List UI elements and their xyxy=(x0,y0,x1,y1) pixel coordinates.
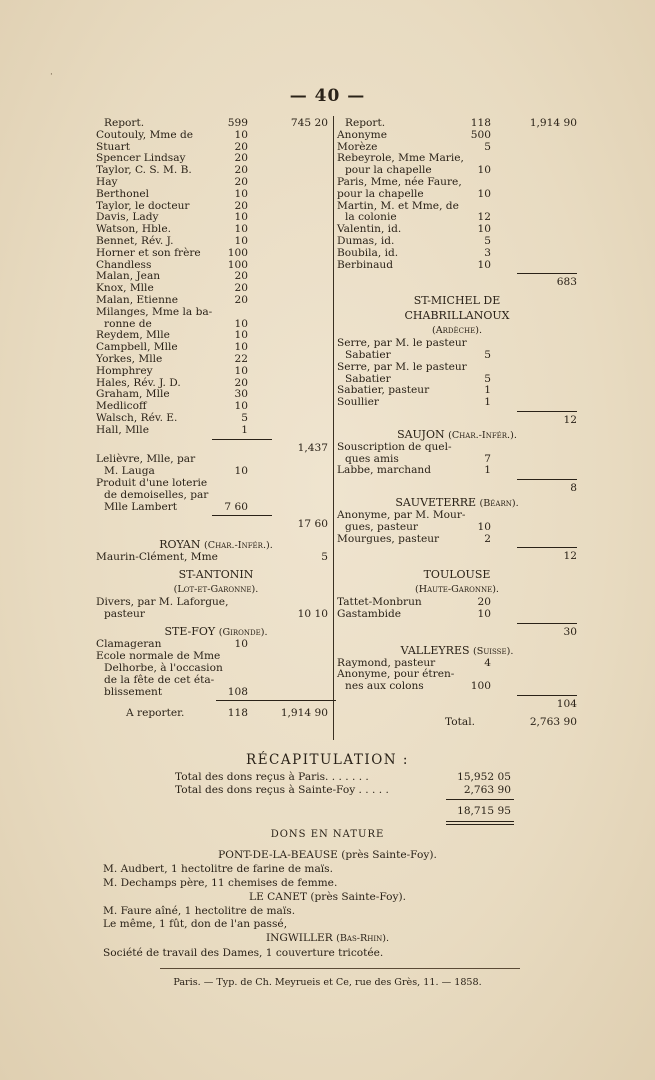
entry-row xyxy=(96,675,336,687)
entry-amount: 20 xyxy=(234,140,248,153)
entry-amount: 118 xyxy=(470,117,491,129)
printer-footer: Paris. — Typ. de Ch. Meyrueis et Ce, rue des Grès, 11. — 1858. xyxy=(173,977,482,988)
entry-name: Morèze xyxy=(337,140,378,153)
place-name: ROYAN xyxy=(159,538,201,552)
place-region-line xyxy=(96,582,336,597)
entry-name: ronne de xyxy=(104,317,152,330)
entry-name: Homphrey xyxy=(96,364,153,377)
entry-row xyxy=(337,236,577,248)
entry-amount: 10 xyxy=(234,234,248,247)
place-region: (Bas-Rhin). xyxy=(336,933,390,944)
entry-row xyxy=(96,295,336,307)
entry-row xyxy=(337,130,577,142)
entry-row xyxy=(337,248,577,260)
total-value: 2,763 90 xyxy=(529,715,577,728)
entry-name: Ecole normale de Mme xyxy=(96,650,221,663)
place-region-line xyxy=(337,323,577,338)
entry-amount: 1 xyxy=(484,396,491,409)
entry-amount: 2 xyxy=(484,532,491,545)
entry-name: Dumas, id. xyxy=(337,234,395,247)
recap-grand-total: 18,715 95 xyxy=(457,805,511,817)
entry-name: Mlle Lambert xyxy=(104,500,178,513)
entry-name: la colonie xyxy=(345,211,397,224)
subtotal-row xyxy=(337,483,577,495)
entry-amount: 10 xyxy=(234,128,248,141)
place-name: TOULOUSE xyxy=(423,568,491,582)
entry-row xyxy=(337,522,577,534)
section-heading xyxy=(337,293,577,308)
dons-line: M. Audbert, 1 hectolitre de farine de maïs. xyxy=(103,863,333,875)
subtotal-row xyxy=(337,277,577,289)
entry-name: Lelièvre, Mlle, par xyxy=(96,453,196,466)
recap-row-total xyxy=(0,805,655,818)
entry-name: Taylor, le docteur xyxy=(96,199,190,212)
entry-name: Milanges, Mme la ba- xyxy=(96,305,213,318)
entry-amount: 10 xyxy=(234,223,248,236)
entry-row xyxy=(96,165,336,177)
place-region: (Ardèche). xyxy=(431,325,483,337)
entry-row xyxy=(96,609,336,621)
place-region: (Char.-Infér.). xyxy=(203,540,273,552)
entry-row xyxy=(96,248,336,260)
entry-name: Berbinaud xyxy=(337,258,394,271)
section-heading xyxy=(337,427,577,442)
entry-name: Sabatier xyxy=(345,348,391,361)
entry-amount: 5 xyxy=(241,411,248,424)
recap-value: 15,952 05 xyxy=(457,771,511,783)
place-name: STE-FOY xyxy=(164,625,216,639)
entry-name: Labbe, marchand xyxy=(337,464,432,477)
entry-amount: 1 xyxy=(241,423,248,436)
entry-row xyxy=(96,552,336,564)
entry-total: 745 20 xyxy=(290,117,328,129)
entry-amount: 30 xyxy=(234,388,248,401)
entry-row xyxy=(337,609,577,621)
a-reporter-amount: 118 xyxy=(227,707,248,720)
entry-name: Soullier xyxy=(337,396,379,409)
entry-name: Serre, par M. le pasteur xyxy=(337,337,467,350)
entry-name: blissement xyxy=(104,685,163,698)
entry-name: Coutouly, Mme de xyxy=(96,128,194,141)
entry-name: Anonyme xyxy=(337,128,387,141)
entry-row xyxy=(96,490,336,502)
entry-name: Watson, Hble. xyxy=(96,223,171,236)
place-name: SAUJON xyxy=(397,427,445,441)
entry-row xyxy=(337,362,577,374)
place-region: (Suisse). xyxy=(473,645,514,657)
sum-rule xyxy=(96,698,336,704)
entry-amount: 7 xyxy=(484,452,491,465)
entry-name: Medlicoff xyxy=(96,400,147,413)
place-region: (Char.-Infér.). xyxy=(448,429,517,441)
entry-row xyxy=(337,681,577,693)
entry-row xyxy=(96,413,336,425)
entry-amount: 10 xyxy=(234,317,248,330)
entry-name: Valentin, id. xyxy=(337,223,402,236)
place-region: (Béarn). xyxy=(479,497,519,509)
entry-amount: 4 xyxy=(484,656,491,669)
entry-amount: 20 xyxy=(477,596,491,609)
entry-amount: 1 xyxy=(484,464,491,477)
place-name: CHABRILLANOUX xyxy=(404,309,510,323)
place-region: (Haute-Garonne). xyxy=(415,584,499,596)
place-heading: LE CANET (près Sainte-Foy). xyxy=(249,891,406,903)
entry-row xyxy=(96,236,336,248)
entry-name: Raymond, pasteur xyxy=(337,656,436,669)
entry-amount: 20 xyxy=(234,282,248,295)
entry-name: Campbell, Mlle xyxy=(96,341,178,354)
entry-amount: 100 xyxy=(227,258,248,271)
recap-row-paris xyxy=(0,771,655,784)
entry-name: Malan, Etienne xyxy=(96,293,178,306)
dons-line: Société de travail des Dames, 1 couverture tricotée. xyxy=(103,947,384,959)
subtotal-row xyxy=(337,699,577,711)
place-name: INGWILLER xyxy=(265,932,333,944)
entry-name: Hall, Mlle xyxy=(96,423,149,436)
entry-row xyxy=(96,177,336,189)
entry-row xyxy=(337,397,577,409)
entry-name: Anonyme, pour étren- xyxy=(337,668,455,681)
subtotal-row xyxy=(337,415,577,427)
entry-name: Paris, Mme, née Faure, xyxy=(337,175,462,188)
entry-amount: 1 xyxy=(484,384,491,397)
entry-amount: 20 xyxy=(234,164,248,177)
entry-amount: 10 xyxy=(477,164,491,177)
subtotal-row xyxy=(337,627,577,639)
entry-row xyxy=(96,502,336,514)
entry-amount: 22 xyxy=(234,352,248,365)
entry-amount: 10 xyxy=(234,211,248,224)
subtotal: 30 xyxy=(563,625,577,638)
entry-amount: 10 xyxy=(234,465,248,478)
subtotal: 104 xyxy=(556,697,577,710)
page-number: — 40 — xyxy=(289,86,366,106)
entry-total: 1,914 90 xyxy=(529,117,577,129)
entry-name: de demoiselles, par xyxy=(104,488,209,501)
dons-line: M. Dechamps père, 11 chemises de femme. xyxy=(103,877,338,889)
entry-name: Bennet, Rév. J. xyxy=(96,234,174,247)
a-reporter-row xyxy=(96,708,336,720)
entry-name: Taylor, C. S. M. B. xyxy=(96,164,192,177)
entry-amount: 10 xyxy=(234,400,248,413)
entry-amount: 20 xyxy=(234,293,248,306)
recap-title: RÉCAPITULATION : xyxy=(246,752,409,768)
entry-amount: 10 xyxy=(477,258,491,271)
entry-name: Divers, par M. Laforgue, xyxy=(96,595,229,608)
entry-name: Report. xyxy=(104,117,145,129)
entry-name: Sabatier, pasteur xyxy=(337,384,430,397)
recap-value: 2,763 90 xyxy=(463,784,511,796)
entry-name: Serre, par M. le pasteur xyxy=(337,360,467,373)
entry-amount: 10 xyxy=(234,187,248,200)
section-heading xyxy=(337,495,577,510)
entry-name: Rebeyrole, Mme Marie, xyxy=(337,152,464,165)
entry-amount: 5 xyxy=(484,234,491,247)
section-heading xyxy=(337,308,577,323)
footer-rule xyxy=(160,968,520,969)
entry-row xyxy=(337,534,577,546)
subtotal: 8 xyxy=(570,482,577,495)
entry-amount: 10 xyxy=(477,223,491,236)
entry-name: Chandless xyxy=(96,258,152,271)
entry-name: ques amis xyxy=(345,452,399,465)
entry-row xyxy=(96,687,336,699)
grand-total-row xyxy=(337,717,577,729)
entry-row xyxy=(96,189,336,201)
entry-name: Yorkes, Mlle xyxy=(96,352,163,365)
total-label: Total. xyxy=(445,715,475,728)
entry-amount: 7 60 xyxy=(224,500,248,513)
dons-title: DONS EN NATURE xyxy=(270,829,385,840)
entry-name: pour la chapelle xyxy=(337,187,424,200)
entry-name: Spencer Lindsay xyxy=(96,152,186,165)
entry-total: 10 10 xyxy=(297,607,328,620)
recap-rule xyxy=(446,824,514,825)
dons-line: Le même, 1 fût, don de l'an passé, xyxy=(103,918,288,930)
entry-name: Souscription de quel- xyxy=(337,440,452,453)
entry-amount: 20 xyxy=(234,270,248,283)
dons-line: M. Faure aîné, 1 hectolitre de maïs. xyxy=(103,905,296,917)
recap-label: Total des dons reçus à Paris. . . . . . . xyxy=(175,771,369,783)
entry-name: pasteur xyxy=(104,607,145,620)
subtotal: 17 60 xyxy=(297,518,328,531)
entry-amount: 10 xyxy=(234,329,248,342)
section-heading xyxy=(337,567,577,582)
entry-name: Maurin-Clément, Mme xyxy=(96,551,218,564)
subtotal: 12 xyxy=(563,550,577,563)
entry-name: Tattet-Monbrun xyxy=(337,596,422,609)
entry-amount: 20 xyxy=(234,175,248,188)
entry-name: Boubila, id. xyxy=(337,246,399,259)
entry-amount: 10 xyxy=(477,187,491,200)
place-region: (Lot-et-Garonne). xyxy=(173,583,259,595)
entry-amount: 10 xyxy=(477,520,491,533)
entry-amount: 5 xyxy=(484,140,491,153)
section-heading xyxy=(96,624,336,639)
entry-amount: 5 xyxy=(484,348,491,361)
entry-row xyxy=(96,130,336,142)
entry-row xyxy=(337,465,577,477)
entry-row xyxy=(96,354,336,366)
entry-amount: 10 xyxy=(477,607,491,620)
entry-row xyxy=(337,510,577,522)
recap-label: Total des dons reçus à Sainte-Foy . . . . . xyxy=(175,784,389,796)
entry-name: Horner et son frère xyxy=(96,246,201,259)
entry-row xyxy=(96,425,336,437)
entry-amount: 10 xyxy=(234,364,248,377)
entry-name: Walsch, Rév. E. xyxy=(96,411,178,424)
entry-name: Davis, Lady xyxy=(96,211,159,224)
entry-name: M. Lauga xyxy=(104,465,155,478)
entry-amount: 500 xyxy=(470,128,491,141)
entry-name: Delhorbe, à l'occasion xyxy=(104,662,223,675)
place-heading: PONT-DE-LA-BEAUSE (près Sainte-Foy). xyxy=(218,849,437,861)
entry-name: Clamageran xyxy=(96,638,162,651)
right-column xyxy=(337,118,577,728)
entry-name: Martin, M. et Mme, de xyxy=(337,199,459,212)
entry-name: Graham, Mlle xyxy=(96,388,170,401)
entry-amount: 108 xyxy=(227,685,248,698)
entry-amount: 20 xyxy=(234,376,248,389)
left-column xyxy=(96,118,336,720)
subtotal: 12 xyxy=(563,413,577,426)
entry-name: Reydem, Mlle xyxy=(96,329,170,342)
place-name: ST-ANTONIN xyxy=(178,567,254,581)
entry-amount: 100 xyxy=(470,680,491,693)
entry-amount: 10 xyxy=(234,638,248,651)
entry-name: Report. xyxy=(345,117,386,129)
entry-row xyxy=(96,307,336,319)
entry-row xyxy=(96,597,336,609)
entry-amount: 12 xyxy=(477,211,491,224)
place-name: ST-MICHEL DE xyxy=(413,294,501,308)
entry-name: Sabatier xyxy=(345,372,391,385)
section-heading xyxy=(96,567,336,582)
entry-name: Berthonel xyxy=(96,187,150,200)
entry-name: Hales, Rév. J. D. xyxy=(96,376,181,389)
entry-amount: 20 xyxy=(234,199,248,212)
entry-amount: 100 xyxy=(227,246,248,259)
recap-row-stefoy xyxy=(0,784,655,797)
entry-row xyxy=(96,478,336,490)
entry-name: gues, pasteur xyxy=(345,520,418,533)
entry-name: Knox, Mlle xyxy=(96,282,154,295)
place-region: (Gironde). xyxy=(218,627,268,639)
place-region-line xyxy=(337,582,577,597)
entry-row xyxy=(337,189,577,201)
subtotal-row xyxy=(96,519,336,531)
entry-name: Mourgues, pasteur xyxy=(337,532,440,545)
subtotal: 1,437 xyxy=(297,441,328,454)
entry-name: Malan, Jean xyxy=(96,270,161,283)
section-heading xyxy=(337,643,577,658)
entry-row xyxy=(337,442,577,454)
entry-row xyxy=(337,260,577,272)
place-name: VALLEYRES xyxy=(400,643,470,657)
entry-name: Gastambide xyxy=(337,607,402,620)
entry-name: Stuart xyxy=(96,140,130,153)
page-speck: · xyxy=(50,70,53,80)
entry-name: Anonyme, par M. Mour- xyxy=(337,508,466,521)
entry-name: Hay xyxy=(96,175,118,188)
subtotal: 683 xyxy=(556,276,577,289)
recap-rule xyxy=(446,799,514,800)
subtotal-row xyxy=(337,551,577,563)
entry-row xyxy=(337,350,577,362)
section-heading xyxy=(96,537,336,552)
a-reporter-total: 1,914 90 xyxy=(280,707,328,720)
entry-amount: 5 xyxy=(484,372,491,385)
entry-amount: 10 xyxy=(234,341,248,354)
entry-total: 5 xyxy=(321,551,328,564)
entry-name: Produit d'une loterie xyxy=(96,476,208,489)
recap-rule xyxy=(446,821,514,822)
a-reporter-label: A reporter. xyxy=(126,707,185,720)
entry-amount: 3 xyxy=(484,246,491,259)
entry-row xyxy=(337,177,577,189)
place-heading xyxy=(0,932,655,944)
entry-name: de la fête de cet éta- xyxy=(104,673,215,686)
entry-name: nes aux colons xyxy=(345,680,424,693)
place-name: SAUVETERRE xyxy=(395,495,477,509)
entry-name: pour la chapelle xyxy=(345,164,432,177)
entry-amount: 599 xyxy=(227,117,248,129)
entry-amount: 20 xyxy=(234,152,248,165)
entry-row xyxy=(96,366,336,378)
